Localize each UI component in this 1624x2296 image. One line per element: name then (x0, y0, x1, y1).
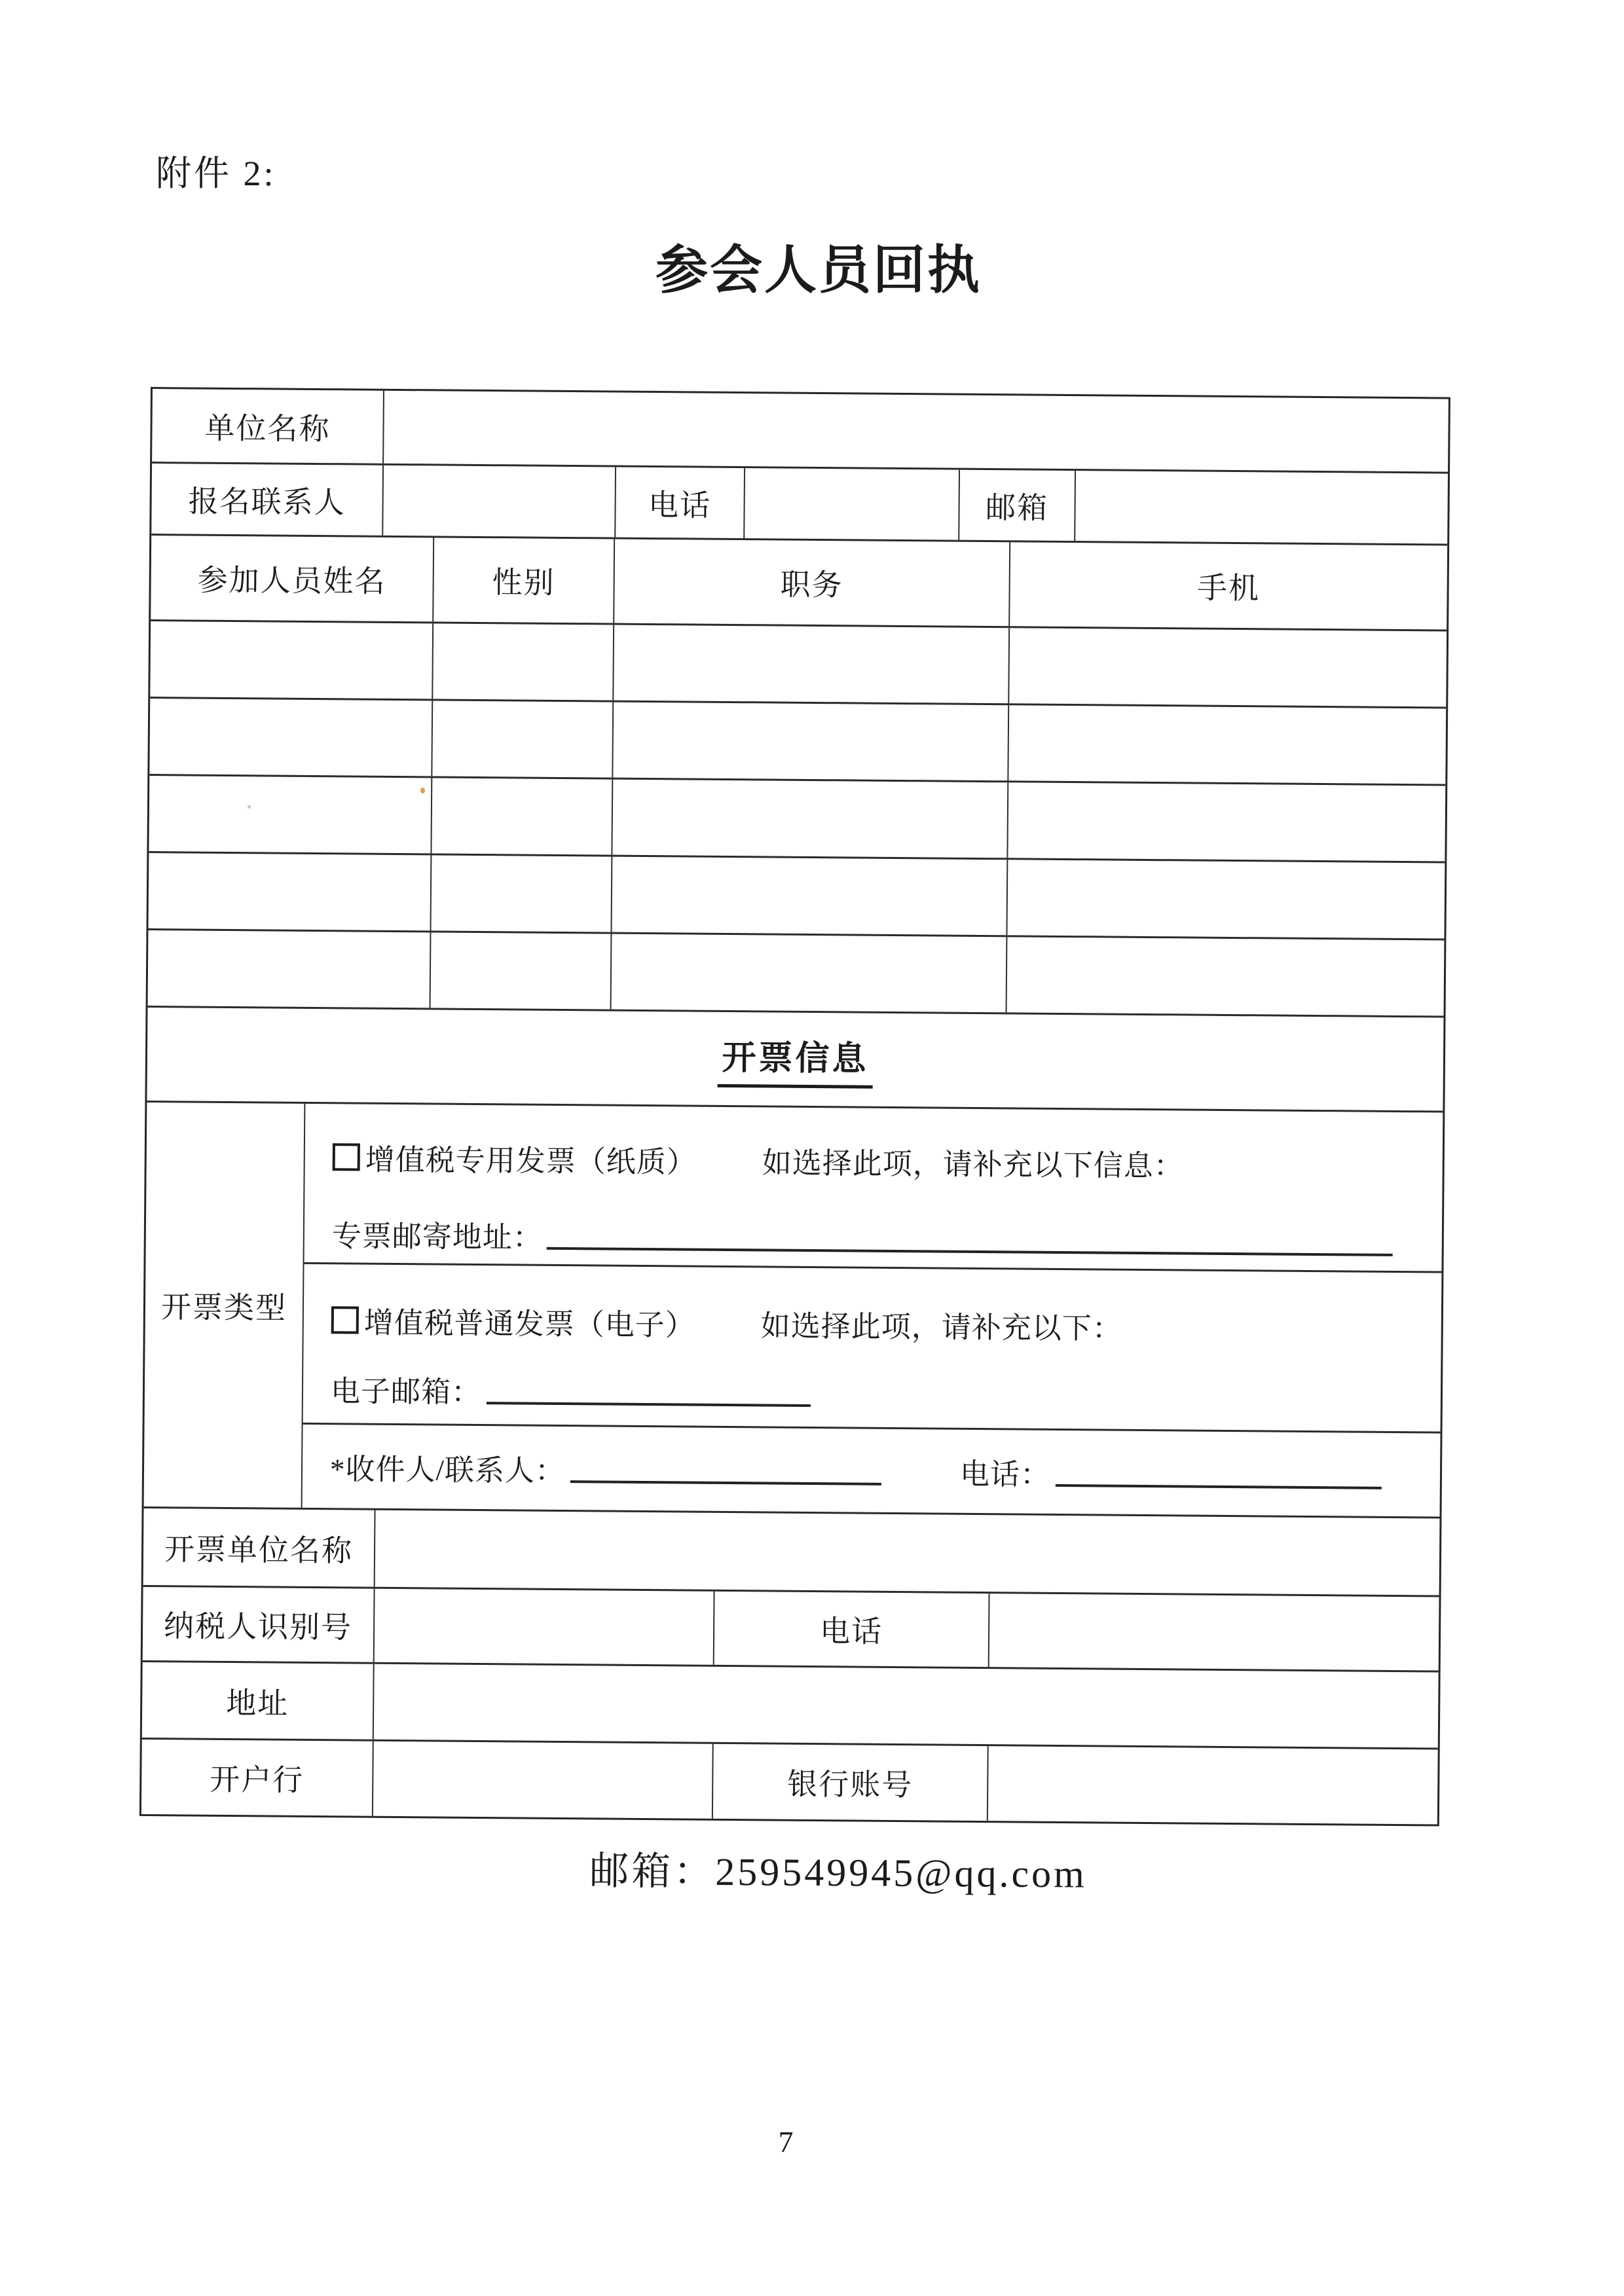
invoice-option-electronic-label: 增值税普通发票（电子） (363, 1306, 695, 1342)
invoice-option-electronic-section (303, 1262, 1442, 1432)
invoice-option-paper-line (333, 1135, 1443, 1186)
table-row-unit-name (152, 389, 1449, 472)
participant-mobile-cell[interactable] (1007, 705, 1446, 784)
invoice-type-content (301, 1104, 1443, 1517)
contact-phone-label: 电话 (614, 467, 744, 539)
recipient-line (330, 1445, 1382, 1496)
participant-gender-cell[interactable] (432, 623, 613, 700)
footer-email-line (0, 1836, 1624, 1902)
recipient-label: *收件人/联系人： (329, 1453, 566, 1488)
participant-gender-header: 性别 (432, 538, 614, 623)
page-number: 7 (778, 2125, 794, 2159)
invoice-option-paper-section (304, 1104, 1443, 1271)
taxpayer-phone-input-cell[interactable] (988, 1594, 1439, 1670)
participant-gender-cell[interactable] (430, 932, 611, 1009)
footer-email-label: 邮箱： (589, 1849, 716, 1894)
participant-empty-row (148, 928, 1445, 1016)
participant-mobile-cell[interactable] (1006, 860, 1445, 938)
participant-name-cell[interactable] (149, 699, 432, 776)
taxpayer-id-input-cell[interactable] (373, 1589, 714, 1665)
address-input-cell[interactable] (373, 1664, 1439, 1748)
recipient-blank[interactable] (570, 1454, 881, 1485)
electronic-email-label: 电子邮箱： (330, 1375, 482, 1410)
address-label: 地址 (226, 1686, 289, 1721)
mailing-address-blank[interactable] (547, 1220, 1393, 1256)
paper-invoice-checkbox-icon[interactable] (333, 1143, 360, 1171)
invoice-info-header-cell (147, 1008, 1443, 1111)
registration-contact-label: 报名联系人 (188, 484, 346, 519)
table-row-bank (141, 1738, 1438, 1825)
participant-mobile-cell[interactable] (1006, 937, 1445, 1015)
invoice-type-label: 开票类型 (160, 1290, 287, 1325)
participant-position-cell[interactable] (610, 857, 1006, 936)
invoice-option-electronic-note: 如选择此项，请补充以下： (760, 1309, 1122, 1345)
participant-empty-row (149, 774, 1445, 862)
participant-mobile-header: 手机 (1008, 542, 1447, 629)
participant-name-cell[interactable] (149, 776, 431, 853)
table-row-registration-contact (151, 462, 1448, 544)
unit-name-label: 单位名称 (204, 411, 331, 446)
table-row-participants-header (151, 534, 1447, 630)
participant-gender-cell[interactable] (430, 778, 612, 854)
recipient-phone-blank[interactable] (1056, 1457, 1382, 1489)
table-row-address (142, 1660, 1439, 1748)
participant-position-cell[interactable] (612, 702, 1008, 781)
electronic-invoice-email-line (331, 1367, 1441, 1418)
table-row-invoice-unit (143, 1506, 1440, 1595)
table-row-taxpayer-id (143, 1585, 1439, 1671)
electronic-email-blank[interactable] (487, 1376, 811, 1407)
invoice-unit-label: 开票单位名称 (164, 1532, 354, 1567)
participant-mobile-cell[interactable] (1008, 628, 1447, 706)
invoice-option-paper-note: 如选择此项，请补充以下信息： (762, 1146, 1184, 1183)
footer-email-address: 259549945@qq.com (714, 1850, 1087, 1896)
invoice-option-paper-label: 增值税专用发票（纸质） (365, 1143, 697, 1179)
contact-email-input-cell[interactable] (1074, 471, 1448, 543)
unit-name-input-cell[interactable] (382, 391, 1449, 472)
mailing-address-label: 专票邮寄地址： (331, 1220, 544, 1254)
bank-label: 开户行 (210, 1762, 304, 1797)
contact-email-label: 邮箱 (958, 470, 1075, 541)
attachment-label: 附件 2: (156, 154, 276, 193)
participant-gender-cell[interactable] (430, 855, 611, 932)
recipient-phone-label: 电话： (959, 1457, 1051, 1491)
participant-name-cell[interactable] (150, 621, 432, 699)
bank-account-label: 银行账号 (712, 1744, 987, 1821)
bank-input-cell[interactable] (372, 1741, 712, 1819)
electronic-invoice-checkbox-icon[interactable] (331, 1306, 359, 1334)
paper-invoice-mailing-line (332, 1212, 1442, 1263)
contact-phone-input-cell[interactable] (743, 468, 959, 540)
participant-mobile-cell[interactable] (1006, 782, 1445, 861)
participant-position-cell[interactable] (612, 625, 1008, 704)
participant-position-cell[interactable] (611, 780, 1007, 858)
table-row-invoice-type (144, 1101, 1443, 1517)
participant-empty-row (149, 851, 1445, 939)
bank-account-input-cell[interactable] (987, 1746, 1438, 1824)
taxpayer-phone-label: 电话 (713, 1592, 989, 1667)
participant-position-cell[interactable] (610, 934, 1006, 1013)
reply-form-table (139, 387, 1450, 1827)
participant-name-cell[interactable] (149, 853, 431, 930)
recipient-section (303, 1423, 1441, 1517)
invoice-option-electronic-line (331, 1298, 1441, 1349)
participant-empty-row (149, 697, 1446, 784)
participant-gender-cell[interactable] (431, 701, 612, 777)
scan-speck (420, 788, 425, 793)
participant-name-cell[interactable] (148, 930, 430, 1008)
scan-speck (248, 805, 251, 809)
taxpayer-id-label: 纳税人识别号 (163, 1609, 353, 1645)
registration-contact-input-cell[interactable] (382, 465, 615, 538)
page-title: 参会人员回执 (655, 242, 982, 300)
participant-empty-row (150, 619, 1447, 707)
invoice-unit-input-cell[interactable] (374, 1510, 1440, 1595)
invoice-info-header: 开票信息 (718, 1030, 873, 1089)
participant-name-header: 参加人员姓名 (197, 563, 386, 598)
participant-position-header: 职务 (613, 539, 1009, 627)
table-row-invoice-info-header (147, 1006, 1443, 1111)
